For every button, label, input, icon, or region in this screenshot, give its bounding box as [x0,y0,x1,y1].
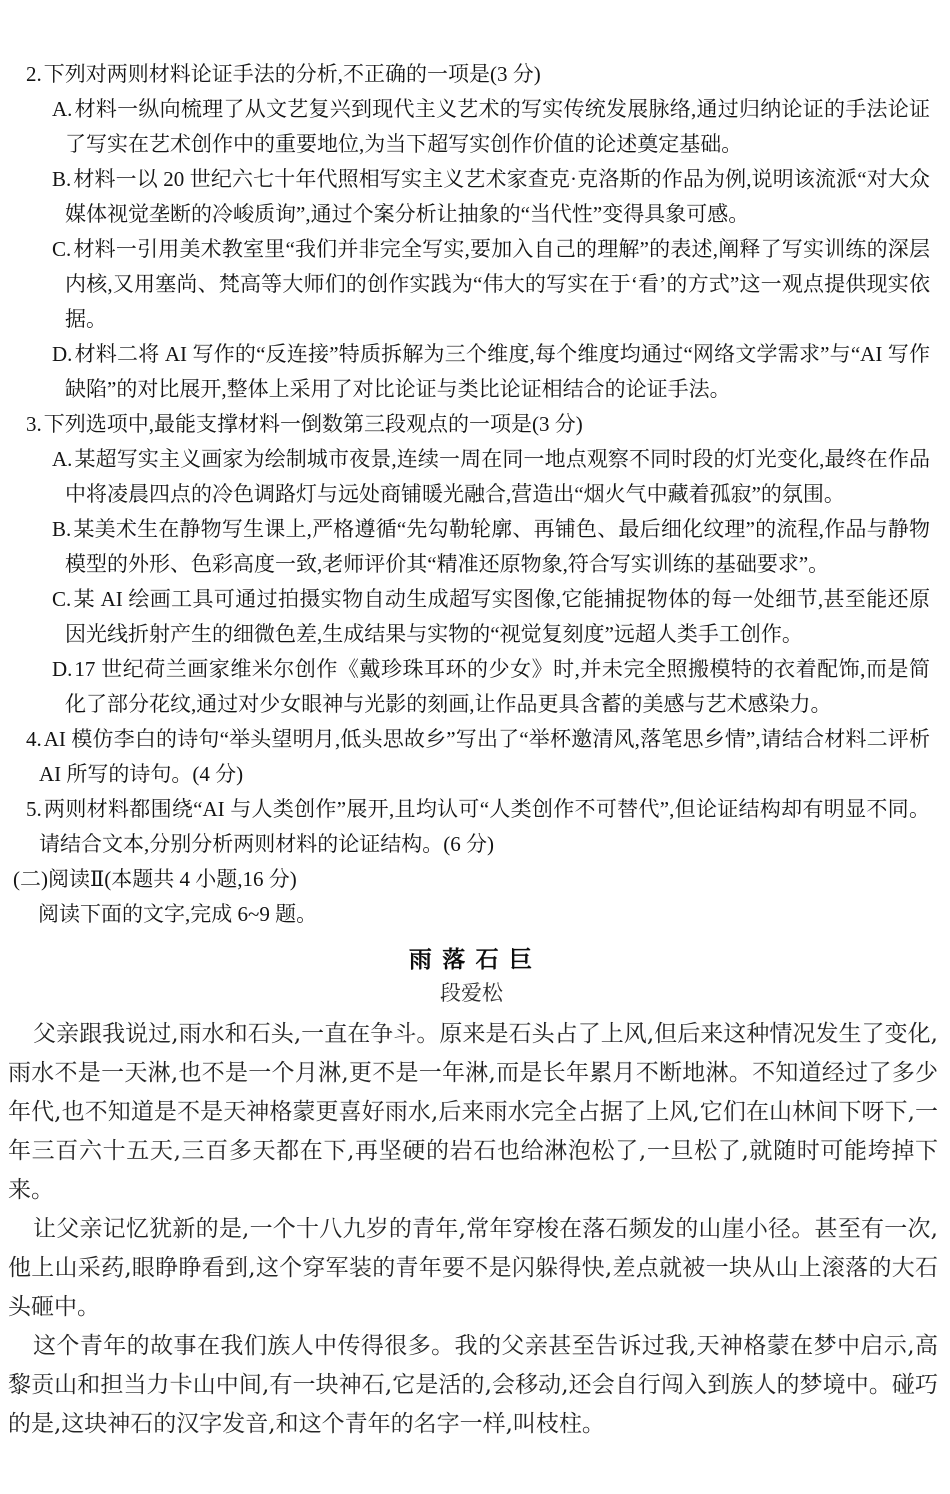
question-2 [13,57,930,407]
question-number: 2. [26,62,42,86]
question-3 [13,407,930,722]
option-text: 某超写实主义画家为绘制城市夜景,连续一周在同一地点观察不同时段的灯光变化,最终在作品中将凌晨四点的冷色调路灯与远处商铺暖光融合,营造出“烟火气中藏着孤寂”的氛围。 [65,447,930,506]
story-paragraph: 让父亲记忆犹新的是,一个十八九岁的青年,常年穿梭在落石频发的山崖小径。甚至有一次,他上山采药,眼睁睁看到,这个穿军装的青年要不是闪躲得快,差点就被一块从山上滚落的大石头砸中。 [8,1216,938,1320]
option-text: 某美术生在静物写生课上,严格遵循“先勾勒轮廓、再铺色、最后细化纹理”的流程,作品与静物模型的外形、色彩高度一致,老师评价其“精准还原物象,符合写实训练的基础要求”。 [65,517,930,576]
option-text: 材料二将 AI 写作的“反连接”特质拆解为三个维度,每个维度均通过“网络文学需求”与“AI 写作缺陷”的对比展开,整体上采用了对比论证与类比论证相结合的论证手法。 [65,342,930,401]
question-number: 4. [26,727,42,751]
question-number: 3. [26,412,42,436]
section-instruction: 阅读下面的文字,完成 6~9 题。 [38,902,318,926]
story-author: 段爱松 [440,981,503,1005]
option-label: C. [52,237,72,261]
option-c [13,232,930,337]
story-paragraph: 父亲跟我说过,雨水和石头,一直在争斗。原来是石头占了上风,但后来这种情况发生了变化,雨水不是一天淋,也不是一个月淋,更不是一年淋,而是长年累月不断地淋。不知道经过了多少年代,也不知道是不是天神格蒙更喜好雨水,后来雨水完全占据了上风,它们在山林间下呀下,一年三百六十五天,三百多天都在下,再坚硬的岩石也给淋泡松了,一旦松了,就随时可能垮掉下来。 [8,1021,938,1203]
option-label: D. [52,342,73,366]
option-text: 17 世纪荷兰画家维米尔创作《戴珍珠耳环的少女》时,并未完全照搬模特的衣着配饰,而是简化了部分花纹,通过对少女眼神与光影的刻画,让作品更具含蓄的美感与艺术感染力。 [65,657,930,716]
option-b [13,512,930,582]
option-text: 材料一引用美术教室里“我们并非完全写实,要加入自己的理解”的表述,阐释了写实训练的深层内核,又用塞尚、梵高等大师们的创作实践为“伟大的写实在于‘看’的方式”这一观点提供现实依据。 [65,237,930,331]
question-stem-text: 两则材料都围绕“AI 与人类创作”展开,且均认可“人类创作不可替代”,但论证结构却有明显不同。请结合文本,分别分析两则材料的论证结构。(6 分) [39,797,930,856]
question-5 [13,792,930,862]
question-4 [13,722,930,792]
question-section [13,57,930,932]
option-text: 材料一以 20 世纪六七十年代照相写实主义艺术家查克·克洛斯的作品为例,说明该流派“对大众媒体视觉垄断的冷峻质询”,通过个案分析让抽象的“当代性”变得具象可感。 [65,167,930,226]
option-c [13,582,930,652]
option-label: D. [52,657,73,681]
option-label: A. [52,97,73,121]
story-paragraph: 这个青年的故事在我们族人中传得很多。我的父亲甚至告诉过我,天神格蒙在梦中启示,高黎贡山和担当力卡山中间,有一块神石,它是活的,会移动,还会自行闯入到族人的梦境中。碰巧的是,这块神石的汉字发音,和这个青年的名字一样,叫枝柱。 [8,1333,938,1437]
option-label: B. [52,167,72,191]
question-stem-text: AI 模仿李白的诗句“举头望明月,低头思故乡”写出了“举杯邀清风,落笔思乡情”,请结合材料二评析 AI 所写的诗句。(4 分) [39,727,930,786]
question-stem-text: 下列对两则材料论证手法的分析,不正确的一项是(3 分) [43,62,541,86]
option-label: B. [52,517,72,541]
question-stem [13,407,930,442]
reading-section [13,862,930,932]
option-b [13,162,930,232]
option-label: A. [52,447,73,471]
option-a [13,442,930,512]
story-body [8,1015,938,1444]
option-a [13,92,930,162]
story-title: 雨 落 石 巨 [408,946,535,972]
option-d [13,337,930,407]
option-d [13,652,930,722]
option-text: 材料一纵向梳理了从文艺复兴到现代主义艺术的写实传统发展脉络,通过归纳论证的手法论证了写实在艺术创作中的重要地位,为当下超写实创作价值的论述奠定基础。 [65,97,930,156]
question-stem [13,722,930,792]
question-stem [13,57,930,92]
question-stem [13,792,930,862]
question-stem-text: 下列选项中,最能支撑材料一倒数第三段观点的一项是(3 分) [43,412,583,436]
option-text: 某 AI 绘画工具可通过拍摄实物自动生成超写实图像,它能捕捉物体的每一处细节,甚至能还原因光线折射产生的细微色差,生成结果与实物的“视觉复刻度”远超人类手工创作。 [65,587,930,646]
option-label: C. [52,587,72,611]
section-heading: (二)阅读Ⅱ(本题共 4 小题,16 分) [13,867,297,891]
question-number: 5. [26,797,42,821]
